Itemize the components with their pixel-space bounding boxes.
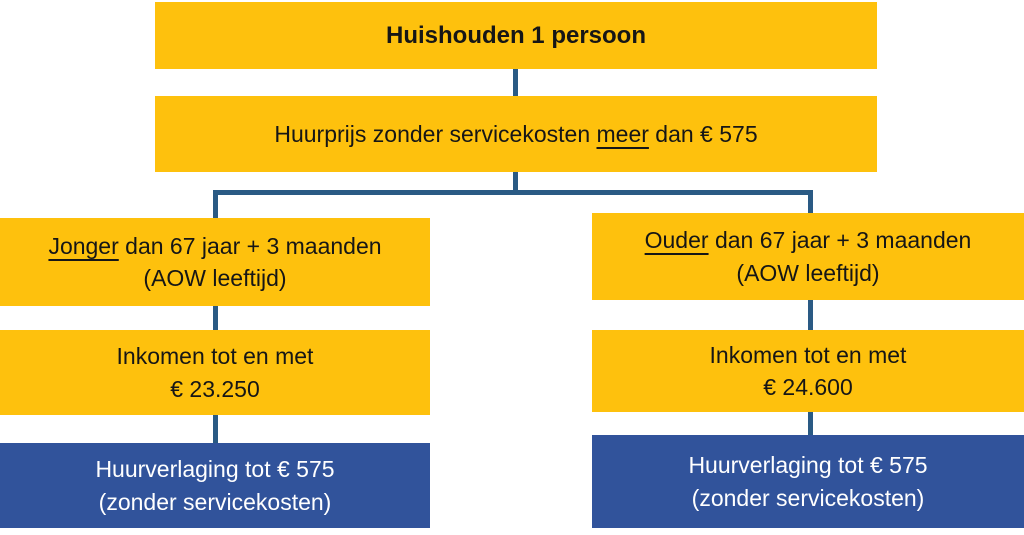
condition-text-underlined: meer — [596, 120, 649, 147]
node-household-label: Huishouden 1 persoon — [385, 21, 646, 49]
node-right-result — [592, 435, 1024, 528]
left-age-underlined: Jonger — [48, 232, 119, 259]
connector-root-condition — [513, 69, 518, 96]
left-age-after: dan 67 jaar + 3 maanden — [118, 232, 382, 259]
node-right-result-line2: (zonder servicekosten) — [691, 484, 925, 511]
node-left-result-line1: Huurverlaging tot € 575 — [95, 456, 335, 483]
node-household — [155, 2, 877, 69]
connector-left-income-result — [213, 415, 218, 443]
connector-left-age-income — [213, 306, 218, 330]
connector-right-age-income — [808, 300, 813, 330]
connector-right-income-result — [808, 412, 813, 435]
node-left-age-line2: (AOW leeftijd) — [143, 265, 287, 291]
node-right-age-line2: (AOW leeftijd) — [736, 259, 880, 286]
node-left-age-line1 — [48, 230, 381, 262]
condition-text-before: Huurprijs zonder servicekosten — [274, 120, 597, 147]
node-right-age-line1 — [645, 224, 972, 256]
node-left-income — [0, 330, 430, 415]
node-left-income-line1: Inkomen tot en met — [116, 343, 314, 370]
node-right-income-line1: Inkomen tot en met — [709, 341, 907, 368]
node-right-result-line1: Huurverlaging tot € 575 — [688, 452, 928, 479]
node-right-income-line2: € 24.600 — [763, 374, 853, 400]
connector-right-drop — [808, 190, 813, 213]
connector-left-drop — [213, 190, 218, 218]
node-left-result — [0, 443, 430, 528]
node-right-income — [592, 330, 1024, 412]
condition-text-after: dan € 575 — [648, 120, 758, 147]
node-rent-condition-label — [274, 118, 757, 150]
right-age-underlined: Ouder — [644, 227, 709, 254]
node-left-result-line2: (zonder servicekosten) — [98, 488, 332, 515]
node-left-age — [0, 218, 430, 306]
node-right-age — [592, 213, 1024, 300]
node-rent-condition — [155, 96, 877, 172]
connector-branch-horizontal — [213, 190, 813, 195]
right-age-after: dan 67 jaar + 3 maanden — [708, 227, 972, 254]
node-left-income-line2: € 23.250 — [170, 375, 260, 402]
